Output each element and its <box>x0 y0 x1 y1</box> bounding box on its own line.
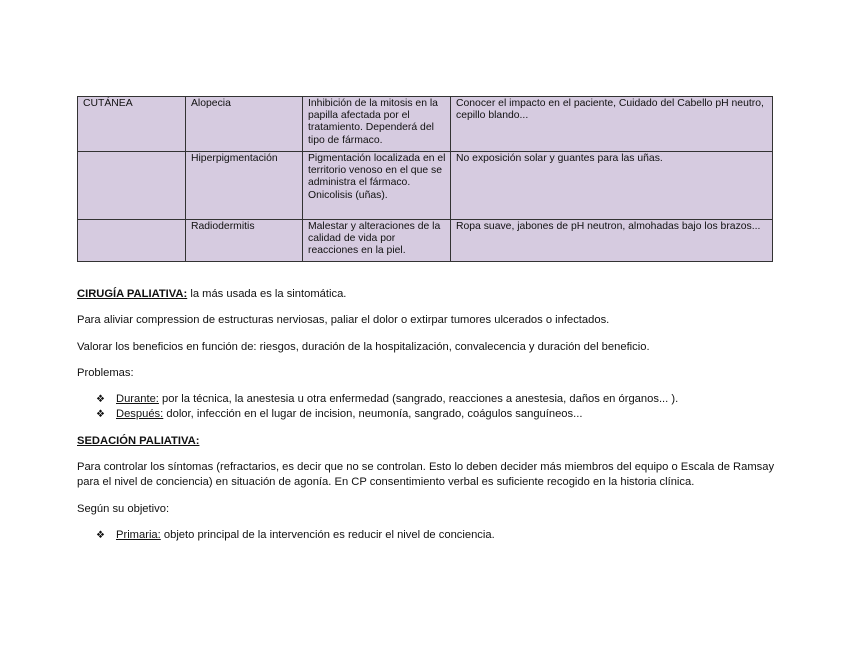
sedacion-paragraph-1: Para controlar los síntomas (refractarios, es decir que no se controlan. Esto lo deben decider más miembros del equipo o Escala de Ramsay para el nivel de conciencia) en situación de agonía. En CP consentimiento verbal es suficiente recogido en la historia clínica. <box>77 461 775 488</box>
cause-cell: Pigmentación localizada en el territorio venoso en el que se administra el fármaco. Onicolisis (uñas). <box>303 152 451 220</box>
diamond-bullet-icon: ❖ <box>96 409 105 420</box>
cirugia-bullet-list <box>77 392 777 422</box>
sedacion-paragraph-2: Según su objetivo: <box>77 503 170 515</box>
side-effects-table <box>77 96 773 262</box>
bullet-label: Después: <box>116 408 164 420</box>
care-cell: Conocer el impacto en el paciente, Cuidado del Cabello pH neutro, cepillo blando... <box>451 97 773 152</box>
category-cell <box>78 220 186 262</box>
bullet-text: dolor, infección en el lugar de incision, neumonía, sangrado, coágulos sanguíneos... <box>163 408 583 420</box>
list-item <box>77 528 777 543</box>
cirugia-heading: CIRUGÍA PALIATIVA: <box>77 288 188 300</box>
table-row <box>78 220 773 262</box>
category-cell <box>78 152 186 220</box>
cirugia-intro <box>77 287 777 302</box>
bullet-label: Durante: <box>116 393 159 405</box>
effect-cell: Hiperpigmentación <box>186 152 303 220</box>
cause-cell: Malestar y alteraciones de la calidad de vida por reacciones en la piel. <box>303 220 451 262</box>
care-cell: Ropa suave, jabones de pH neutron, almohadas bajo los brazos... <box>451 220 773 262</box>
cirugia-paragraph-2: Valorar los beneficios en función de: riesgos, duración de la hospitalización, convalecencia y duración del beneficio. <box>77 341 650 353</box>
cause-cell: Inhibición de la mitosis en la papilla afectada por el tratamiento. Dependerá del tipo de fármaco. <box>303 97 451 152</box>
diamond-bullet-icon: ❖ <box>96 530 105 541</box>
bullet-text: objeto principal de la intervención es reducir el nivel de conciencia. <box>160 529 495 541</box>
cirugia-intro-text: la más usada es la sintomática. <box>187 288 347 300</box>
sedacion-bullet-list <box>77 528 777 543</box>
effect-cell: Alopecia <box>186 97 303 152</box>
cirugia-paragraph-3: Problemas: <box>77 367 134 379</box>
list-item <box>77 407 777 422</box>
sedacion-heading: SEDACIÓN PALIATIVA: <box>77 435 200 447</box>
bullet-text: por la técnica, la anestesia u otra enfermedad (sangrado, reacciones a anestesia, daños en órganos... ). <box>158 393 679 405</box>
bullet-label: Primaria: <box>116 529 161 541</box>
list-item <box>77 392 777 407</box>
category-cell: CUTÁNEA <box>78 97 186 152</box>
effect-cell: Radiodermitis <box>186 220 303 262</box>
table-row <box>78 152 773 220</box>
table-row <box>78 97 773 152</box>
sedacion-heading-line <box>77 434 777 449</box>
diamond-bullet-icon: ❖ <box>96 394 105 405</box>
care-cell: No exposición solar y guantes para las uñas. <box>451 152 773 220</box>
cirugia-paragraph-1: Para aliviar compression de estructuras nerviosas, paliar el dolor o extirpar tumores ulcerados o infectados. <box>77 314 610 326</box>
